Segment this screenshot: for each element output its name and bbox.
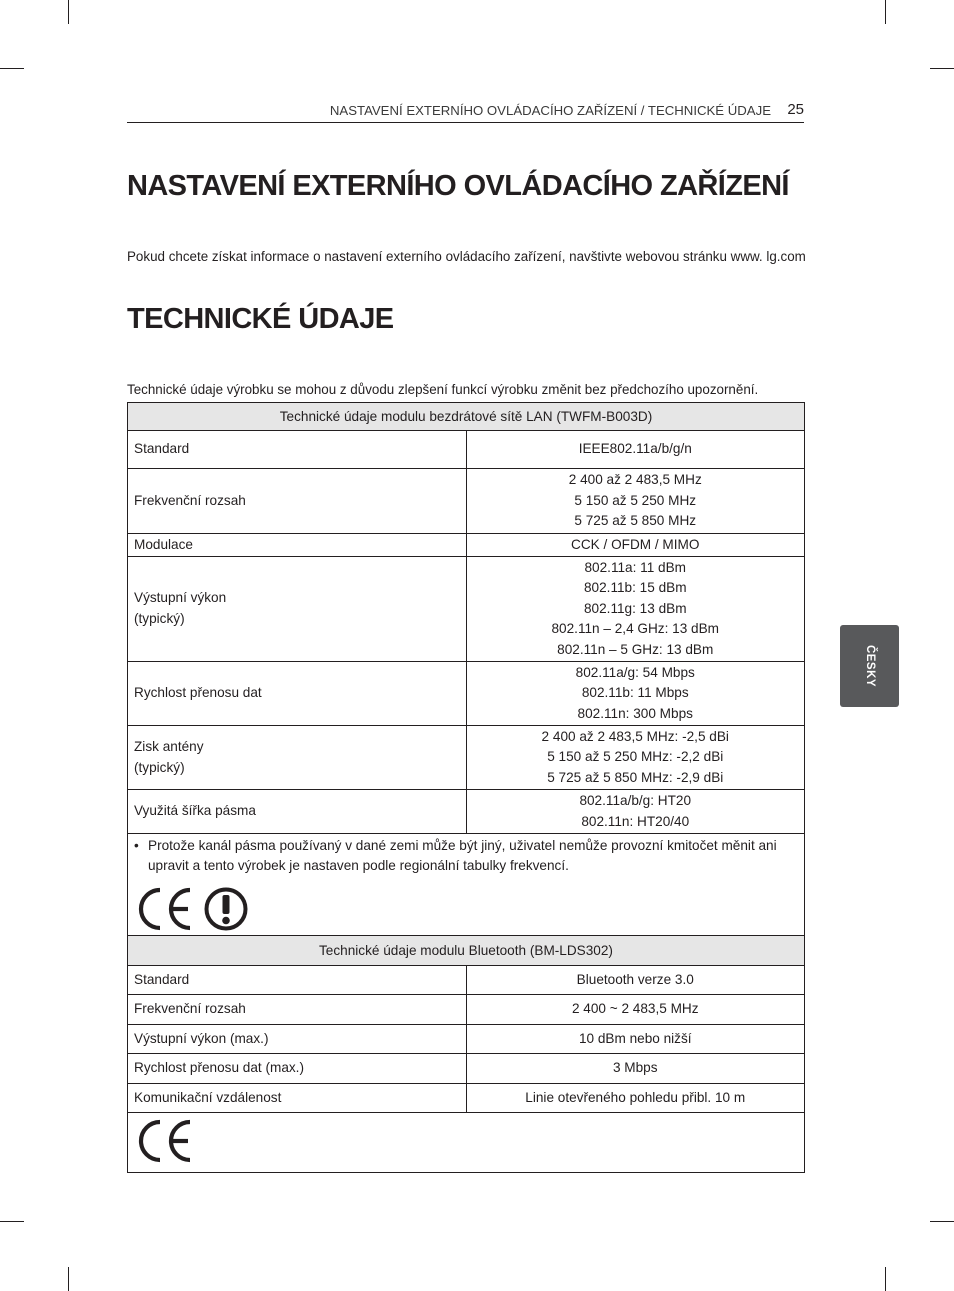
spec-label-line: Výstupní výkon [134,590,227,606]
spec-value-line: 802.11a: 11 dBm [584,559,687,575]
spec-value-line: 5 725 až 5 850 MHz: -2,9 dBi [547,769,724,785]
spec-label [128,662,467,726]
table-row [128,431,805,469]
crop-mark [885,0,886,24]
spec-value [466,534,805,557]
spec-value-line: 802.11n – 2,4 GHz: 13 dBm [551,621,719,637]
spec-value-line: IEEE802.11a/b/g/n [578,441,692,457]
spec-label-line: Využitá šířka pásma [134,803,256,819]
spec-label-line: Frekvenční rozsah [134,492,246,508]
spec-label [128,726,467,790]
bluetooth-marks-cell [128,1113,805,1173]
spec-value-line: 802.11n: 300 Mbps [577,705,693,721]
wifi-table-body [128,431,805,834]
spec-value [466,966,805,995]
spec-label [128,790,467,834]
spec-value-line: 2 400 ~ 2 483,5 MHz [571,1001,699,1017]
crop-mark [930,1221,954,1222]
table-row [128,1084,805,1113]
spec-label-line: Standard [134,441,190,457]
table-row [128,534,805,557]
spec-value [466,1084,805,1113]
section-title-external-control: NASTAVENÍ EXTERNÍHO OVLÁDACÍHO ZAŘÍZENÍ [127,170,789,202]
wifi-table-heading: Technické údaje modulu bezdrátové sítě LAN (TWFM-B003D) [128,403,805,431]
bluetooth-spec-table [127,935,805,1173]
language-tab [840,625,899,707]
table-row [128,1025,805,1054]
wifi-note [134,836,798,876]
spec-value-line: 802.11g: 13 dBm [583,600,687,616]
spec-value-line: 802.11a/b/g: HT20 [579,792,692,808]
spec-value [466,662,805,726]
spec-value-line: Linie otevřeného pohledu přibl. 10 m [525,1089,746,1105]
spec-label [128,1025,467,1054]
wifi-note-text: Protože kanál pásma používaný v dané zemi může být jiný, uživatel nemůže provozní kmitočet měnit ani upravit a tento výrobek je nastaven podle regionální tabulky frekvencí. [148,838,777,873]
spec-value-line: 5 725 až 5 850 MHz [574,513,697,529]
spec-value [466,1054,805,1084]
spec-value-line: 802.11n: HT20/40 [581,813,690,829]
crop-mark [0,68,24,69]
spec-label [128,1054,467,1084]
spec-value-line: 5 150 až 5 250 MHz [574,492,697,508]
crop-mark [930,68,954,69]
spec-label [128,1084,467,1113]
spec-value [466,469,805,534]
spec-value-line: 3 Mbps [612,1060,658,1076]
spec-label-line: (typický) [134,611,185,626]
spec-label [128,557,467,662]
table-row [128,557,805,662]
spec-label [128,534,467,557]
spec-value [466,557,805,662]
spec-value-line: Bluetooth verze 3.0 [576,971,694,987]
spec-label [128,995,467,1025]
running-header-title: NASTAVENÍ EXTERNÍHO OVLÁDACÍHO ZAŘÍZENÍ / TECHNICKÉ ÚDAJE [329,103,771,118]
spec-value-line: 2 400 až 2 483,5 MHz: -2,5 dBi [541,728,729,744]
ce-mark-icon [134,886,194,932]
table-row [128,966,805,995]
crop-mark [885,1267,886,1291]
crop-mark [0,1221,24,1222]
crop-mark [68,1267,69,1291]
spec-value-line: 10 dBm nebo nižší [578,1030,692,1046]
wifi-certification-marks [134,886,798,932]
spec-value-line: 802.11a/g: 54 Mbps [575,664,695,680]
external-control-paragraph: Pokud chcete získat informace o nastavení externího ovládacího zařízení, navštivte webovou stránku www. lg.com [127,249,806,264]
spec-value [466,790,805,834]
bluetooth-table-heading: Technické údaje modulu Bluetooth (BM-LDS302) [128,936,805,966]
spec-label-line: Frekvenční rozsah [134,1001,246,1017]
table-row [128,790,805,834]
spec-label [128,431,467,469]
bluetooth-table-body [128,966,805,1113]
spec-value [466,431,805,469]
wifi-note-cell [128,834,805,941]
page-number: 25 [787,101,804,118]
spec-value [466,995,805,1025]
spec-label-line: Zisk antény [134,738,204,754]
spec-value-line: 802.11n – 5 GHz: 13 dBm [557,641,714,657]
spec-label-line: Modulace [134,536,193,552]
table-row [128,995,805,1025]
spec-value [466,726,805,790]
spec-label-line: Rychlost přenosu dat [134,685,262,701]
table-row [128,1054,805,1084]
specifications-paragraph: Technické údaje výrobku se mohou z důvodu zlepšení funkcí výrobku změnit bez předchozího upozornění. [127,382,759,397]
bullet-icon: • [134,838,139,853]
spec-label-line: Rychlost přenosu dat (max.) [134,1060,304,1076]
spec-value-line: 2 400 až 2 483,5 MHz [568,472,702,488]
running-header [127,100,804,123]
spec-label-line: Komunikační vzdálenost [134,1089,282,1105]
crop-mark [68,0,69,24]
table-row [128,726,805,790]
table-row [128,662,805,726]
spec-label [128,966,467,995]
spec-value-line: CCK / OFDM / MIMO [571,536,700,552]
spec-label-line: Výstupní výkon (max.) [134,1030,269,1046]
section-title-specifications: TECHNICKÉ ÚDAJE [127,303,394,335]
wifi-spec-table [127,402,805,941]
ce-mark-icon [134,1118,194,1164]
spec-value [466,1025,805,1054]
spec-label-line: Standard [134,971,190,987]
spec-value-line: 802.11b: 11 Mbps [581,685,689,701]
table-row [128,469,805,534]
spec-value-line: 802.11b: 15 dBm [583,580,687,596]
spec-value-line: 5 150 až 5 250 MHz: -2,2 dBi [547,749,724,765]
language-tab-label: ČESKY [863,644,876,688]
spec-label [128,469,467,534]
spec-label-line: (typický) [134,759,185,775]
alert-mark-icon [202,886,250,932]
